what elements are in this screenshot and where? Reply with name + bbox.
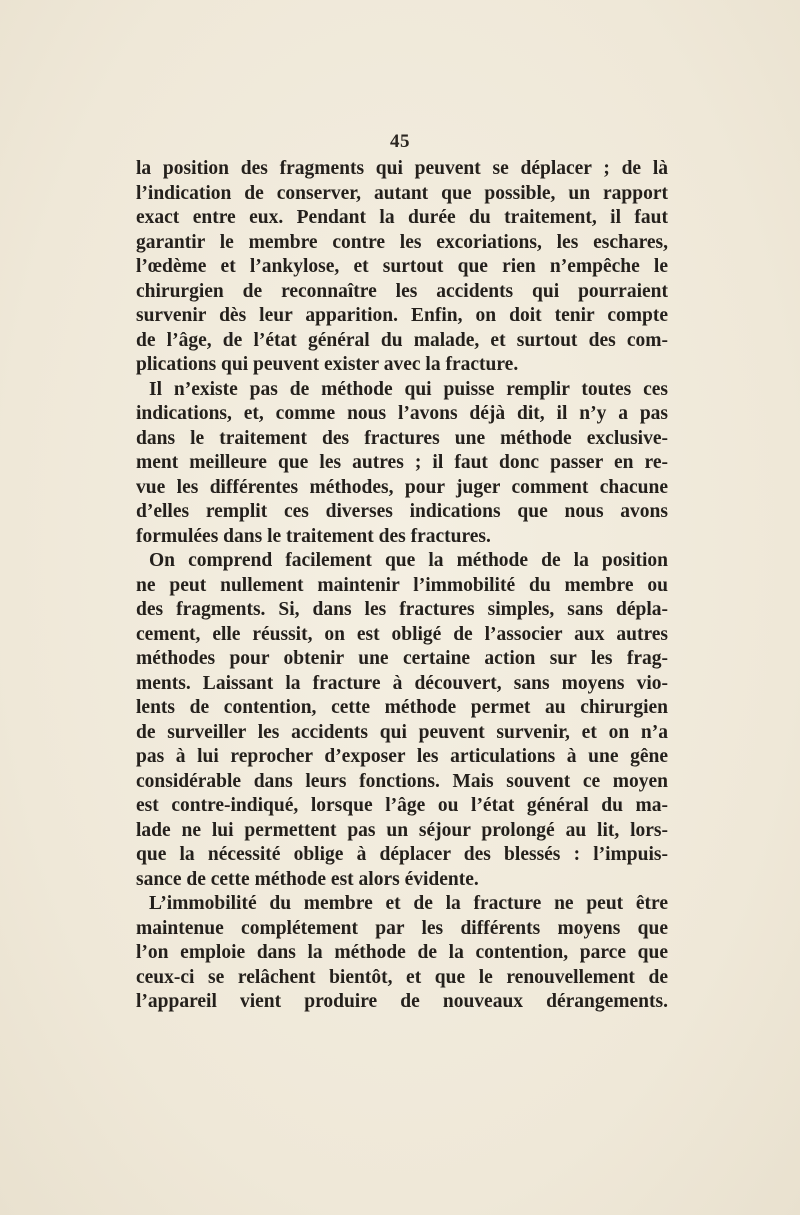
text-line: sance de cette méthode est alors évidente. <box>136 868 479 890</box>
text-line: ne peut nullement maintenir l’immobilité du membre ou <box>136 574 668 596</box>
text-line: l’œdème et l’ankylose, et surtout que rien n’empêche le <box>136 256 668 277</box>
text-line: garantir le membre contre les excoriations, les eschares, <box>136 231 668 253</box>
text-line: chirurgien de reconnaître les accidents qui pourraient <box>136 280 668 302</box>
text-line: vue les différentes méthodes, pour juger comment chacune <box>136 476 668 498</box>
text-line: lents de contention, cette méthode permet au chirurgien <box>136 697 668 718</box>
text-line: plications qui peuvent exister avec la fracture. <box>136 354 519 375</box>
text-line: de surveiller les accidents qui peuvent survenir, et on n’a <box>136 721 668 743</box>
text-line: ceux-ci se relâchent bientôt, et que le renouvellement de <box>136 966 668 988</box>
text-line: ments. Laissant la fracture à découvert, sans moyens vio- <box>136 672 668 694</box>
text-line: exact entre eux. Pendant la durée du traitement, il faut <box>136 207 668 228</box>
text-line: pas à lui reprocher d’exposer les articulations à une gêne <box>136 746 668 767</box>
text-line: dans le traitement des fractures une méthode exclusive- <box>136 427 668 449</box>
page-number: 45 <box>390 131 410 152</box>
text-line: l’appareil vient produire de nouveaux dérangements. <box>136 991 668 1012</box>
text-line: considérable dans leurs fonctions. Mais souvent ce moyen <box>136 770 668 792</box>
text-line: indications, et, comme nous l’avons déjà dit, il n’y a pas <box>136 403 668 424</box>
text-line: l’on emploie dans la méthode de la contention, parce que <box>136 942 668 963</box>
text-line: que la nécessité oblige à déplacer des blessés : l’impuis- <box>136 844 668 865</box>
text-line: survenir dès leur apparition. Enfin, on doit tenir compte <box>136 305 668 326</box>
text-line: formulées dans le traitement des fractures. <box>136 525 491 547</box>
text-line: l’indication de conserver, autant que possible, un rapport <box>136 182 668 204</box>
text-line: On comprend facilement que la méthode de la position <box>149 550 668 571</box>
text-line: cement, elle réussit, on est obligé de l’associer aux autres <box>136 623 668 645</box>
text-line: maintenue complétement par les différents moyens que <box>136 917 668 939</box>
text-line: la position des fragments qui peuvent se déplacer ; de là <box>136 158 668 179</box>
text-line: lade ne lui permettent pas un séjour prolongé au lit, lors- <box>136 819 668 841</box>
text-line: Il n’existe pas de méthode qui puisse remplir toutes ces <box>149 378 668 400</box>
text-line: d’elles remplit ces diverses indications que nous avons <box>136 501 668 522</box>
text-line: L’immobilité du membre et de la fracture ne peut être <box>149 893 668 914</box>
text-line: est contre-indiqué, lorsque l’âge ou l’état général du ma- <box>136 795 668 816</box>
text-line: de l’âge, de l’état général du malade, et surtout des com- <box>136 329 668 351</box>
text-line: méthodes pour obtenir une certaine action sur les frag- <box>136 648 668 669</box>
text-line: ment meilleure que les autres ; il faut donc passer en re- <box>136 452 668 473</box>
body-text <box>136 157 668 1015</box>
text-line: des fragments. Si, dans les fractures simples, sans dépla- <box>136 599 668 620</box>
